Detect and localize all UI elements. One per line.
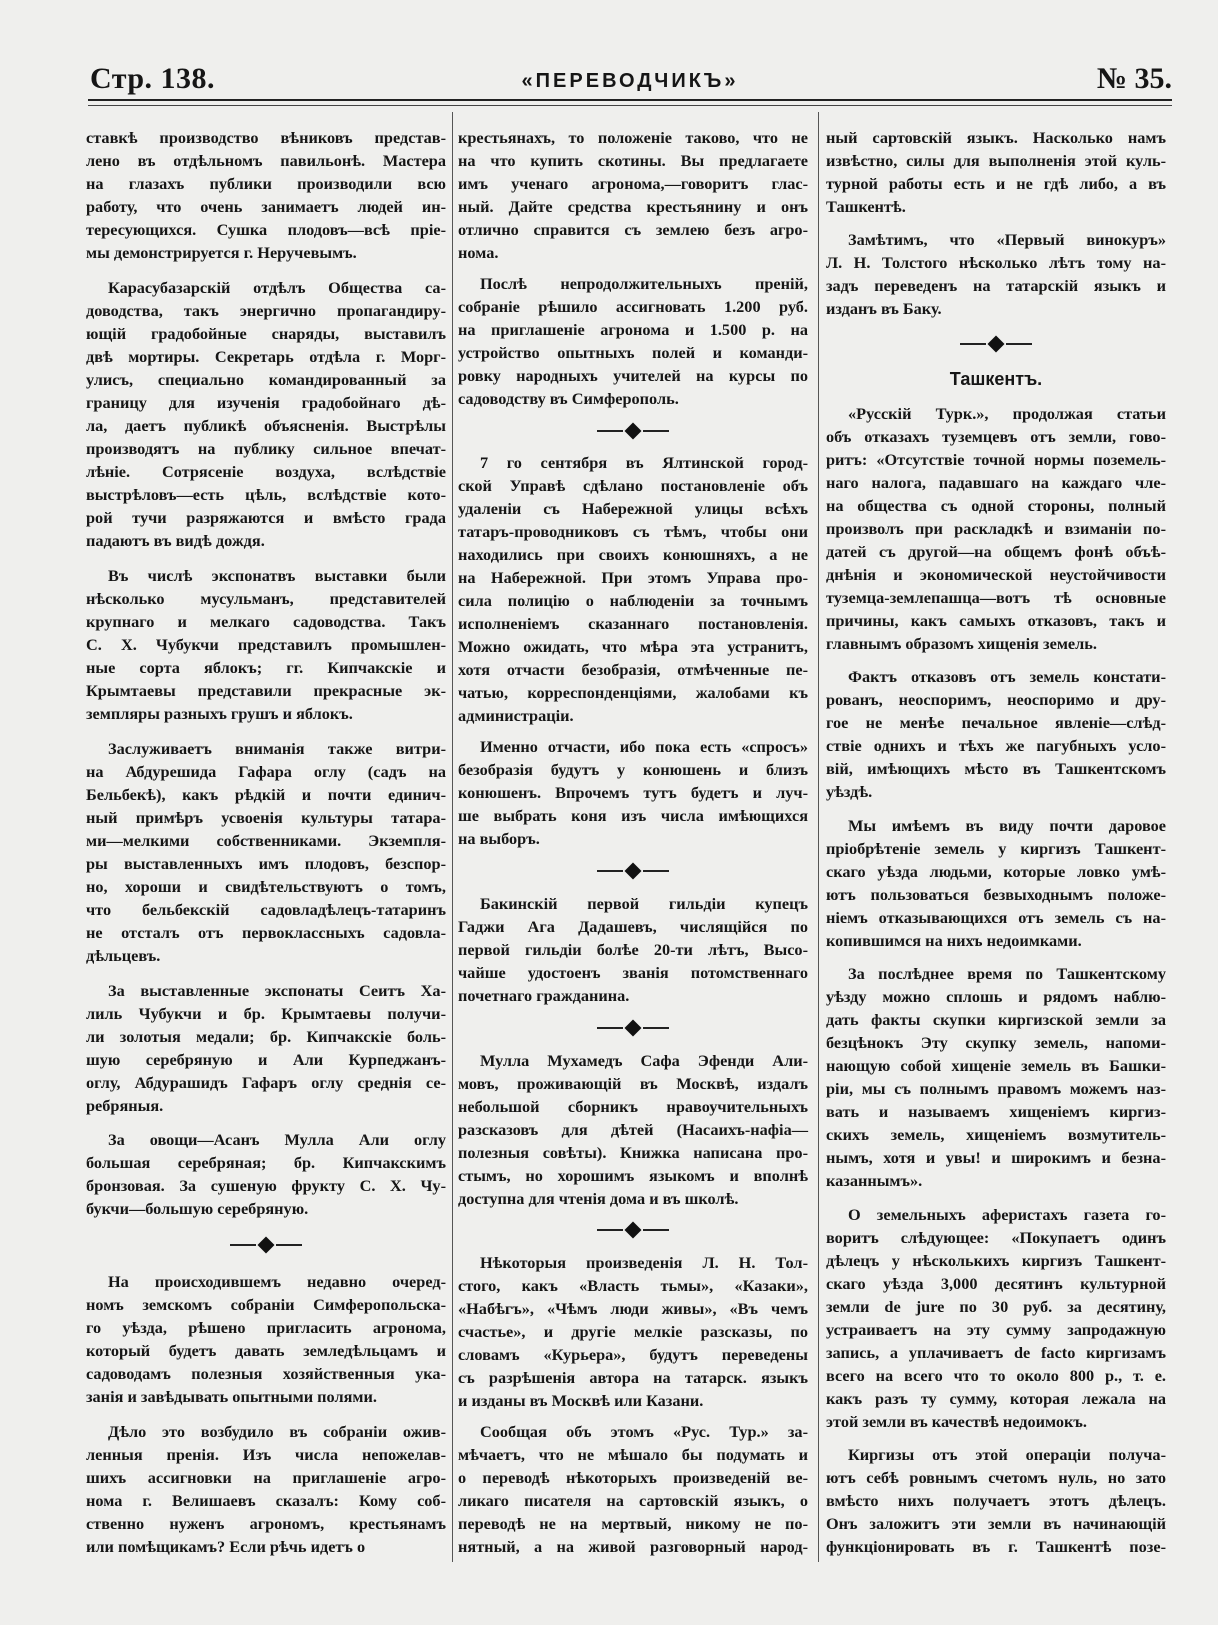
text-line: удаленiи съ Набережной улицы всѣхъ: [458, 499, 808, 519]
text-line: ный примѣръ усвоенiя культуры татара-: [86, 807, 446, 827]
text-line: запись, а уплачиваетъ de facto киргизамъ: [826, 1342, 1166, 1362]
text-line: доводства, такъ энергично пропагандиру-: [86, 300, 446, 320]
text-line: Сообщая объ этомъ «Рус. Тур.» за-: [480, 1421, 808, 1441]
ornament-line: [597, 870, 623, 872]
text-line: мовъ, проживающiй въ Москвѣ, издалъ: [458, 1073, 808, 1093]
text-line: рой тучи разряжаются и вмѣсто града: [86, 507, 446, 527]
diamond-icon: [988, 335, 1005, 352]
text-line: о переводѣ нѣкоторыхъ произведенiй ве-: [458, 1467, 808, 1487]
text-line: скихъ земель, хищенiемъ возмутитель-: [826, 1125, 1166, 1145]
text-line: нѣсколько мусульманъ, представителей: [86, 588, 446, 608]
text-line: причины, какъ самыхъ отказовъ, такъ и: [826, 610, 1166, 630]
text-line: С. Х. Чубукчи представилъ промышлен-: [86, 634, 446, 654]
text-line: исполненiемъ сказаннаго постановленiя.: [458, 614, 808, 634]
ornament-line: [960, 343, 986, 345]
text-line: безцѣнокъ Эту скупку земель, напоми-: [826, 1033, 1166, 1053]
ornament-line: [230, 1244, 256, 1246]
text-line: ленныя пренiя. Изъ числа непожелав-: [86, 1445, 446, 1464]
text-line: большая серебряная; бр. Кипчакскимъ: [86, 1153, 446, 1173]
text-line: который будетъ давать земледѣльцамъ и: [86, 1341, 446, 1361]
text-line: наго налога, падавшаго на каждаго чле-: [826, 472, 1166, 492]
text-line: Въ числѣ экспонатвъ выставки были: [108, 565, 446, 585]
text-line: тересующихся. Сушка плодовъ—всѣ прiе-: [86, 220, 446, 239]
text-line: Мы имѣемъ въ виду почти даровое: [848, 815, 1166, 835]
text-line: и изданы въ Москвѣ или Казани.: [458, 1391, 704, 1411]
column-1: [86, 126, 446, 1558]
text-line: изданъ въ Баку.: [826, 299, 942, 319]
text-line: Бельбекѣ), какъ рѣдкiй и почти единич-: [86, 784, 446, 804]
text-line: безобразiя будутъ у конюшень и близъ: [458, 760, 808, 780]
text-line: Можно ожидать, что мѣра эта устранитъ,: [458, 637, 808, 657]
text-line: 7 го сентября въ Ялтинской город-: [480, 453, 808, 473]
article-paragraph: [826, 962, 1166, 1192]
text-line: не отсталъ отъ первоклассныхъ садовла-: [86, 922, 446, 942]
section-separator-ornament: [86, 1232, 446, 1258]
text-line: счастье», и другiе мелкiе разсказы, по: [458, 1322, 808, 1342]
text-line: какъ разъ ту сумму, которая лежала на: [826, 1388, 1166, 1408]
section-separator-ornament: [458, 418, 808, 444]
ornament-line: [643, 1229, 669, 1231]
article-paragraph: [86, 1420, 446, 1558]
ornament-line: [643, 870, 669, 872]
text-line: Именно отчасти, ибо пока есть «спросъ»: [480, 737, 808, 757]
text-line: садоводству въ Симферополь.: [458, 388, 679, 408]
article-paragraph: [458, 1420, 808, 1558]
text-line: выстрѣловъ—есть цѣль, вслѣдствiе кото-: [86, 484, 446, 504]
text-line: Заслуживаетъ вниманiя также витри-: [108, 738, 446, 758]
section-separator-ornament: [458, 858, 808, 884]
column-divider: [452, 112, 453, 1562]
text-line: разсказовъ для дѣтей (Насаихъ-нафiа—: [458, 1119, 808, 1139]
article-paragraph: [458, 1049, 808, 1210]
text-line: стымъ, но хорошимъ языкомъ и вполнѣ: [458, 1165, 808, 1185]
column-divider: [818, 112, 819, 1562]
text-line: О земельныхъ аферистахъ газета го-: [848, 1204, 1166, 1224]
article-paragraph: [86, 1270, 446, 1408]
diamond-icon: [625, 422, 642, 439]
text-line: ственно нуженъ агрономъ, крестьянамъ: [86, 1514, 446, 1533]
text-line: днѣнiя и экономической неустойчивости: [826, 564, 1166, 584]
text-line: садоводамъ полезныя хозяйственныя ука-: [86, 1364, 446, 1384]
text-line: словамъ «Курьера», будутъ переведены: [458, 1345, 808, 1365]
text-line: ше выбрать коня изъ числа имѣющихся: [458, 806, 808, 826]
text-line: объ отказахъ туземцевъ отъ земли, гово-: [826, 426, 1166, 446]
ornament-line: [276, 1244, 302, 1246]
text-line: границу для изученiя градобойнаго дѣ-: [86, 392, 446, 412]
text-line: уѣзду можно сплошь и рядомъ наблю-: [826, 987, 1166, 1007]
text-line: Онъ заложитъ эти земли въ начинающiй: [826, 1513, 1166, 1533]
text-line: «Набѣгъ», «Чѣмъ люди живы», «Въ чемъ: [458, 1299, 808, 1319]
text-line: переводѣ не на мертвый, никому не по-: [458, 1513, 808, 1533]
text-line: ный. Дайте средства крестьянину и онъ: [458, 197, 808, 216]
text-line: За выставленные экспонаты Сеитъ Ха-: [108, 980, 446, 1000]
text-line: ные сорта яблокъ; гг. Кипчакскiе и: [86, 657, 446, 677]
text-line: хотя отчасти безобразiя, отмѣченные пе-: [458, 660, 808, 680]
text-line: На происходившемъ недавно очеред-: [108, 1272, 446, 1292]
text-line: ровку народныхъ учителей на курсы по: [458, 365, 808, 385]
text-line: нома г. Велишаевъ сказалъ: Кому соб-: [86, 1491, 446, 1510]
text-line: туземца-землепашца—вотъ тѣ основные: [826, 587, 1166, 607]
section-separator-ornament: [458, 1015, 808, 1041]
text-line: Послѣ непродолжительныхъ пренiй,: [480, 273, 808, 293]
text-line: или помѣщикамъ? Если рѣчь идетъ о: [86, 1537, 366, 1556]
article-paragraph: [86, 276, 446, 552]
text-line: почетнаго гражданина.: [458, 985, 630, 1005]
text-line: лѣнiе. Сотрясенiе воздуха, вслѣдствiе: [86, 461, 446, 481]
text-line: оглу, Абдурашидъ Гафаръ оглу среднiя се-: [86, 1072, 446, 1092]
text-line: Замѣтимъ, что «Первый винокуръ»: [848, 230, 1166, 250]
text-line: ребряныя.: [86, 1095, 164, 1115]
text-line: лено въ отдѣльномъ павильонѣ. Мастера: [86, 151, 446, 170]
text-line: занiя и завѣдывать опытными полями.: [86, 1387, 377, 1407]
text-line: на Абдурешида Гафара оглу (садъ на: [86, 761, 446, 781]
ornament-line: [597, 1027, 623, 1029]
text-line: ютъ себѣ ровнымъ счетомъ нуль, но зато: [826, 1467, 1166, 1487]
column-3: [826, 126, 1166, 1558]
text-line: нятный, а на живой разговорный народ-: [458, 1536, 808, 1556]
section-separator-ornament: [826, 331, 1166, 357]
text-line: рiи, мы съ полнымъ правомъ можемъ наз-: [826, 1079, 1166, 1099]
text-line: дѣлецъ у нѣсколькихъ киргизъ Ташкент-: [826, 1250, 1166, 1270]
text-line: уѣздѣ.: [826, 782, 873, 802]
text-line: ской Управѣ сдѣлано постановленiе объ: [458, 476, 808, 496]
text-line: главнымъ образомъ хищенiя земель.: [826, 633, 1097, 653]
article-paragraph: [458, 1251, 808, 1412]
section-separator-ornament: [458, 1217, 808, 1243]
text-line: скаго уѣзда 3,000 десятинъ культурной: [826, 1273, 1166, 1293]
text-line: За послѣднее время по Ташкентскому: [848, 964, 1166, 984]
text-line: на Набережной. При этомъ Управа про-: [458, 568, 808, 588]
text-line: «Русскiй Турк.», продолжая статьи: [848, 403, 1166, 423]
page-number: Стр. 138.: [90, 62, 216, 95]
text-line: Крымтаевы представили прекрасные эк-: [86, 680, 446, 700]
text-line: всего на всего что то около 800 р., т. е.: [826, 1365, 1166, 1385]
diamond-icon: [258, 1237, 275, 1254]
text-line: ный сартовскiй языкъ. Насколько намъ: [826, 128, 1166, 147]
text-line: доступна для чтенiя дома и въ школѣ.: [458, 1188, 739, 1208]
text-line: Фактъ отказовъ отъ земель констати-: [848, 667, 1166, 687]
article-paragraph: [826, 126, 1166, 218]
text-line: дать факты скупки киргизской земли за: [826, 1010, 1166, 1030]
article-paragraph: [826, 1443, 1166, 1558]
article-paragraph: [458, 272, 808, 410]
text-line: находились при своихъ конюшняхъ, а не: [458, 545, 808, 565]
text-line: этой земли въ качествѣ недоимокъ.: [826, 1411, 1087, 1431]
text-line: ли золотыя медали; бр. Кипчакскiе боль-: [86, 1026, 446, 1046]
text-line: но, хороши и свидѣтельствуютъ о томъ,: [86, 876, 446, 896]
text-line: чатью, корреспонденцiями, жалобами къ: [458, 683, 808, 703]
article-paragraph: [86, 1128, 446, 1220]
text-line: го уѣзда, рѣшено пригласить агронома,: [86, 1318, 446, 1338]
text-line: работу, что очень занимаетъ людей ин-: [86, 197, 446, 216]
text-line: нающую собой хищенiе земель въ Башки-: [826, 1056, 1166, 1076]
text-line: скаго уѣзда людьми, которые ловко умѣ-: [826, 861, 1166, 881]
text-line: Л. Н. Толстого нѣсколько лѣтъ тому на-: [826, 253, 1166, 273]
header-rule-thin: [88, 105, 1172, 106]
text-line: шихъ ассигновки на приглашенiе агро-: [86, 1468, 446, 1487]
text-line: на что купить скотины. Вы предлагаете: [458, 151, 808, 170]
ornament-line: [643, 430, 669, 432]
diamond-icon: [625, 1222, 642, 1239]
text-line: имъ ученаго агронома,—говоритъ глас-: [458, 174, 808, 193]
text-line: ритъ: «Отсутствiе точной нормы поземель-: [826, 449, 1166, 469]
text-line: извѣстно, силы для выполненiя этой куль-: [826, 151, 1166, 170]
text-line: номъ земскомъ собранiи Симферопольска-: [86, 1295, 446, 1315]
text-line: нома.: [458, 243, 499, 262]
text-line: Ташкентѣ.: [826, 197, 906, 216]
text-line: гое не менѣе печальное явленiе—слѣд-: [826, 713, 1166, 733]
article-paragraph: [826, 1203, 1166, 1433]
text-line: сила полицiю о наблюденiи за точнымъ: [458, 591, 808, 611]
text-line: двѣ мортиры. Секретарь отдѣла г. Морг-: [86, 346, 446, 366]
text-line: конюшенъ. Впрочемъ тутъ будетъ и луч-: [458, 783, 808, 803]
text-line: нымъ, хотя и увы! и широкимъ и безна-: [826, 1148, 1166, 1168]
text-line: прiобрѣтенiе земель у киргизъ Ташкент-: [826, 838, 1166, 858]
text-line: земпляры разныхъ грушъ и яблокъ.: [86, 703, 353, 723]
text-line: на глазахъ публики производили всю: [86, 174, 446, 193]
text-line: Дѣло это возбудило въ собранiи ожив-: [108, 1422, 446, 1441]
text-line: Бакинскiй первой гильдiи купецъ: [480, 893, 808, 913]
column-2: [458, 126, 808, 1558]
ornament-line: [597, 1229, 623, 1231]
text-line: ютъ пользоваться безвыходнымъ положе-: [826, 884, 1166, 904]
text-line: небольшой сборникъ нравоучительныхъ: [458, 1096, 808, 1116]
text-line: шую серебряную и Али Курпеджанъ-: [86, 1049, 446, 1069]
text-line: собранiе рѣшило ассигновать 1.200 руб.: [458, 296, 808, 316]
text-line: вiй, имѣющихъ мѣсто въ Ташкентскомъ: [826, 759, 1166, 779]
article-paragraph: [458, 126, 808, 264]
text-line: Нѣкоторыя произведенiя Л. Н. Тол-: [480, 1253, 808, 1273]
text-line: что бельбекскiй садовладѣлецъ-татаринъ: [86, 899, 446, 919]
article-paragraph: [826, 665, 1166, 803]
text-line: земли de jure по 30 руб. за десятину,: [826, 1296, 1166, 1316]
text-line: мы демонстрируется г. Неручевымъ.: [86, 243, 357, 262]
text-line: крестьянахъ, то положенiе таково, что не: [458, 128, 808, 147]
page-header: [88, 62, 1172, 98]
text-line: функцiонировать въ г. Ташкентѣ позе-: [826, 1536, 1166, 1556]
ornament-line: [597, 430, 623, 432]
text-line: на приглашенiе агронома и 1.500 р. на: [458, 319, 808, 339]
text-line: турной работы есть и не гдѣ либо, а въ: [826, 174, 1166, 193]
text-line: устраиваетъ на эту сумму запродажную: [826, 1319, 1166, 1339]
text-line: букчи—большую серебряную.: [86, 1199, 309, 1219]
article-paragraph: [86, 737, 446, 967]
article-paragraph: [826, 228, 1166, 320]
text-line: датей съ другой—на общемъ фонѣ объѣ-: [826, 541, 1166, 561]
issue-number: № 35.: [1096, 62, 1172, 95]
text-line: ла, даетъ публикѣ объясненiя. Выстрѣлы: [86, 415, 446, 435]
text-line: ствiе однихъ и тѣхъ же пагубныхъ усло-: [826, 736, 1166, 756]
text-line: съ разрѣшенiя автора на татарск. языкъ: [458, 1368, 808, 1388]
text-line: устройство опытныхъ полей и команди-: [458, 342, 808, 362]
text-line: казаннымъ».: [826, 1171, 923, 1191]
text-line: Гаджи Ага Дадашевъ, числящiйся по: [458, 916, 808, 936]
text-line: падаютъ въ видѣ дождя.: [86, 530, 265, 550]
text-line: вать и называемъ хищенiемъ киргиз-: [826, 1102, 1166, 1122]
article-paragraph: [826, 402, 1166, 655]
diamond-icon: [625, 1019, 642, 1036]
text-line: нiемъ отказывающихся отъ земель съ на-: [826, 907, 1166, 927]
text-line: первой гильдiи болѣе 20-ти лѣтъ, Высо-: [458, 939, 808, 959]
text-line: администрацiи.: [458, 706, 574, 726]
text-line: Карасубазарскiй отдѣлъ Общества са-: [108, 277, 446, 297]
ornament-line: [1006, 343, 1032, 345]
text-line: воритъ слѣдующее: «Покупаетъ одинъ: [826, 1227, 1166, 1247]
text-line: отлично справится съ землею безъ агро-: [458, 220, 808, 239]
article-paragraph: [86, 126, 446, 264]
text-line: произволъ при раскладкѣ и взиманiи по-: [826, 518, 1166, 538]
article-paragraph: [86, 564, 446, 725]
text-line: ющiй градобойные снаряды, выставилъ: [86, 323, 446, 343]
article-paragraph: [86, 979, 446, 1117]
text-line: копившимся на нихъ недоимками.: [826, 930, 1082, 950]
text-line: полезныя совѣты). Книжка написана про-: [458, 1142, 808, 1162]
text-line: улисъ, специально командированный за: [86, 369, 446, 389]
text-line: За овощи—Асанъ Мулла Али оглу: [108, 1130, 446, 1150]
text-line: ми—мелкими собственниками. Экземпля-: [86, 830, 446, 850]
text-line: бронзовая. За сушеную фрукту С. Х. Чу-: [86, 1176, 446, 1196]
article-paragraph: [458, 451, 808, 727]
text-line: крупнаго и мелкаго садоводства. Такъ: [86, 611, 446, 631]
article-paragraph: [458, 892, 808, 1007]
text-line: лиль Чубукчи и бр. Крымтаевы получи-: [86, 1003, 446, 1023]
text-line: ставкѣ производство вѣниковъ представ-: [86, 128, 446, 147]
article-paragraph: [826, 814, 1166, 952]
text-line: Мулла Мухамедъ Сафа Эфенди Али-: [480, 1050, 808, 1070]
text-line: Киргизы отъ этой операцiи получа-: [848, 1444, 1166, 1464]
text-line: вмѣсто нихъ получаетъ этотъ дѣлецъ.: [826, 1490, 1166, 1510]
ornament-line: [643, 1027, 669, 1029]
text-line: ликаго писателя на сартовскiй языкъ, о: [458, 1490, 808, 1510]
diamond-icon: [625, 863, 642, 880]
section-heading: Ташкентъ.: [949, 369, 1043, 390]
text-line: стого, какъ «Власть тьмы», «Казаки»,: [458, 1276, 808, 1296]
text-line: на выборъ.: [458, 829, 540, 849]
text-line: производятъ на публику сильное впечат-: [86, 438, 446, 458]
text-line: дѣльцевъ.: [86, 945, 161, 965]
article-paragraph: [458, 735, 808, 850]
newspaper-title: «ПЕРЕВОДЧИКЪ»: [521, 70, 739, 92]
text-line: чайше удостоенъ званiя потомственнаго: [458, 962, 808, 982]
text-line: мѣчаетъ, что не мѣшало бы подумать и: [458, 1444, 808, 1464]
header-rule: [88, 99, 1172, 101]
text-line: рованъ, неоспоримъ, неоспоримо и дру-: [826, 690, 1166, 710]
text-line: на общества съ одной стороны, полный: [826, 495, 1166, 515]
text-line: задъ переведенъ на татарскiй языкъ и: [826, 276, 1166, 296]
text-line: татаръ-проводниковъ съ тѣмъ, чтобы они: [458, 522, 808, 542]
text-line: ры выставленныхъ имъ плодовъ, безспор-: [86, 853, 446, 873]
